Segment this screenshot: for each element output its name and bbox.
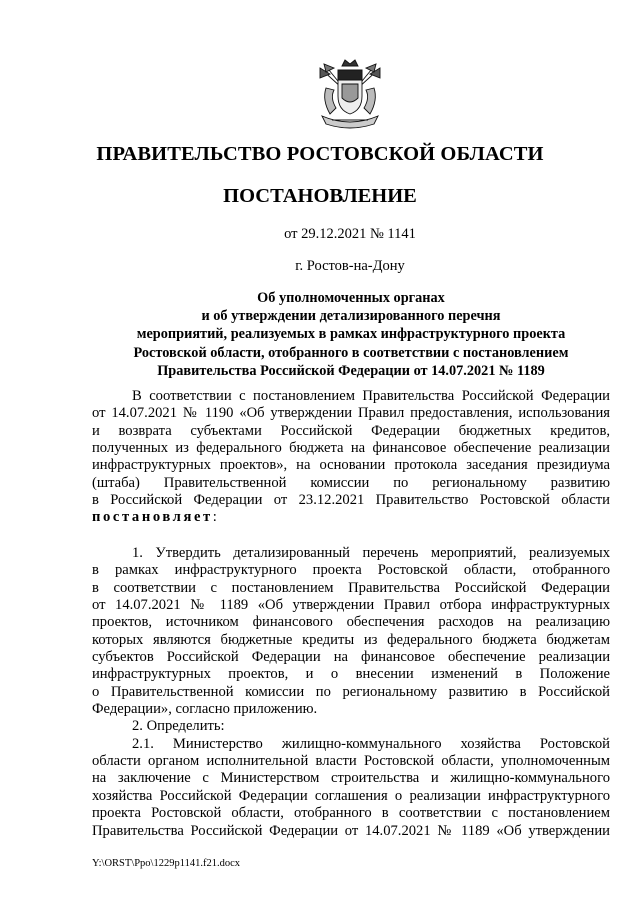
item-1-line: от 14.07.2021 № 1189 «Об утверждении Правил отбора инфраструктурных — [92, 597, 610, 614]
coat-of-arms-icon — [312, 58, 388, 130]
item-2-line: 2. Определить: — [132, 718, 225, 735]
preamble-paragraph — [92, 388, 610, 527]
subject-line: Ростовской области, отобранного в соответствии с постановлением — [133, 344, 569, 361]
subject-line: Об уполномоченных органах — [257, 290, 445, 306]
document-city: г. Ростов-на-Дону — [295, 258, 405, 274]
item-2-1-line: хозяйства Российской Федерации соглашения о реализации инфраструктурного — [92, 787, 610, 804]
item-1-line: которых являются бюджетные кредиты из федерального бюджета бюджетам — [92, 631, 610, 648]
item-2-1-line: области органом исполнительной власти Ростовской области, уполномоченным — [92, 753, 610, 770]
preamble-line: инфраструктурных проектов», на основании протокола заседания президиума — [92, 457, 610, 474]
item-1-line: субъектов Российской Федерации на финансовое обеспечение реализации — [92, 649, 610, 666]
resolves-colon: : — [212, 509, 217, 526]
item-1-line: инфраструктурных проектов, и о внесении изменений в Положение — [92, 666, 610, 683]
item-1-line: в соответствии с постановлением Правительства Российской Федерации — [92, 579, 610, 596]
item-1-paragraph — [92, 545, 610, 840]
resolves-line — [92, 509, 610, 526]
preamble-line: полученных из федерального бюджета на финансовое обеспечение реализации — [92, 440, 610, 457]
item-2-1-line: Правительства Российской Федерации от 14.07.2021 № 1189 «Об утверждении — [92, 822, 610, 839]
footer-file-path: Y:\ORST\Ppo\1229p1141.f21.docx — [92, 858, 240, 869]
item-1-line: проектов, источником финансового обеспечения расходов на реализацию — [92, 614, 610, 631]
preamble-line: от 14.07.2021 № 1190 «Об утверждении Правил предоставления, использования — [92, 405, 610, 422]
document-type-title: ПОСТАНОВЛЕНИЕ — [223, 185, 417, 207]
government-title: ПРАВИТЕЛЬСТВО РОСТОВСКОЙ ОБЛАСТИ — [96, 143, 544, 165]
preamble-line: в Российской Федерации от 23.12.2021 Правительство Ростовской области — [92, 492, 610, 509]
document-date-number: от 29.12.2021 № 1141 — [284, 226, 416, 242]
preamble-line: и возврата субъектами Российской Федерации бюджетных кредитов, — [92, 422, 610, 439]
item-1-line: о Правительственной комиссии по региональному развитию в Российской — [92, 683, 610, 700]
item-1-line: Федерации», согласно приложению. — [92, 701, 318, 718]
resolves-word: постановляет — [92, 509, 213, 526]
item-1-line: 1. Утвердить детализированный перечень мероприятий, реализуемых — [132, 545, 610, 561]
item-2-1-line: на заключение с Министерством строительства и жилищно-коммунального — [92, 770, 610, 787]
item-1-line: в рамках инфраструктурного проекта Ростовской области, отобранного — [92, 562, 610, 579]
preamble-line: В соответствии с постановлением Правительства Российской Федерации — [132, 388, 610, 404]
document-subject — [92, 289, 610, 380]
preamble-line: (штаба) Правительственной комиссии по региональному развитию — [92, 474, 610, 491]
item-2-1-line: 2.1. Министерство жилищно-коммунального хозяйства Ростовской — [132, 735, 610, 752]
subject-line: Правительства Российской Федерации от 14.07.2021 № 1189 — [157, 362, 545, 379]
subject-line: и об утверждении детализированного перечня — [201, 308, 501, 325]
item-2-1-line: проекта Ростовской области, отобранного в соответствии с постановлением — [92, 805, 610, 822]
subject-line: мероприятий, реализуемых в рамках инфраструктурного проекта — [136, 326, 566, 343]
